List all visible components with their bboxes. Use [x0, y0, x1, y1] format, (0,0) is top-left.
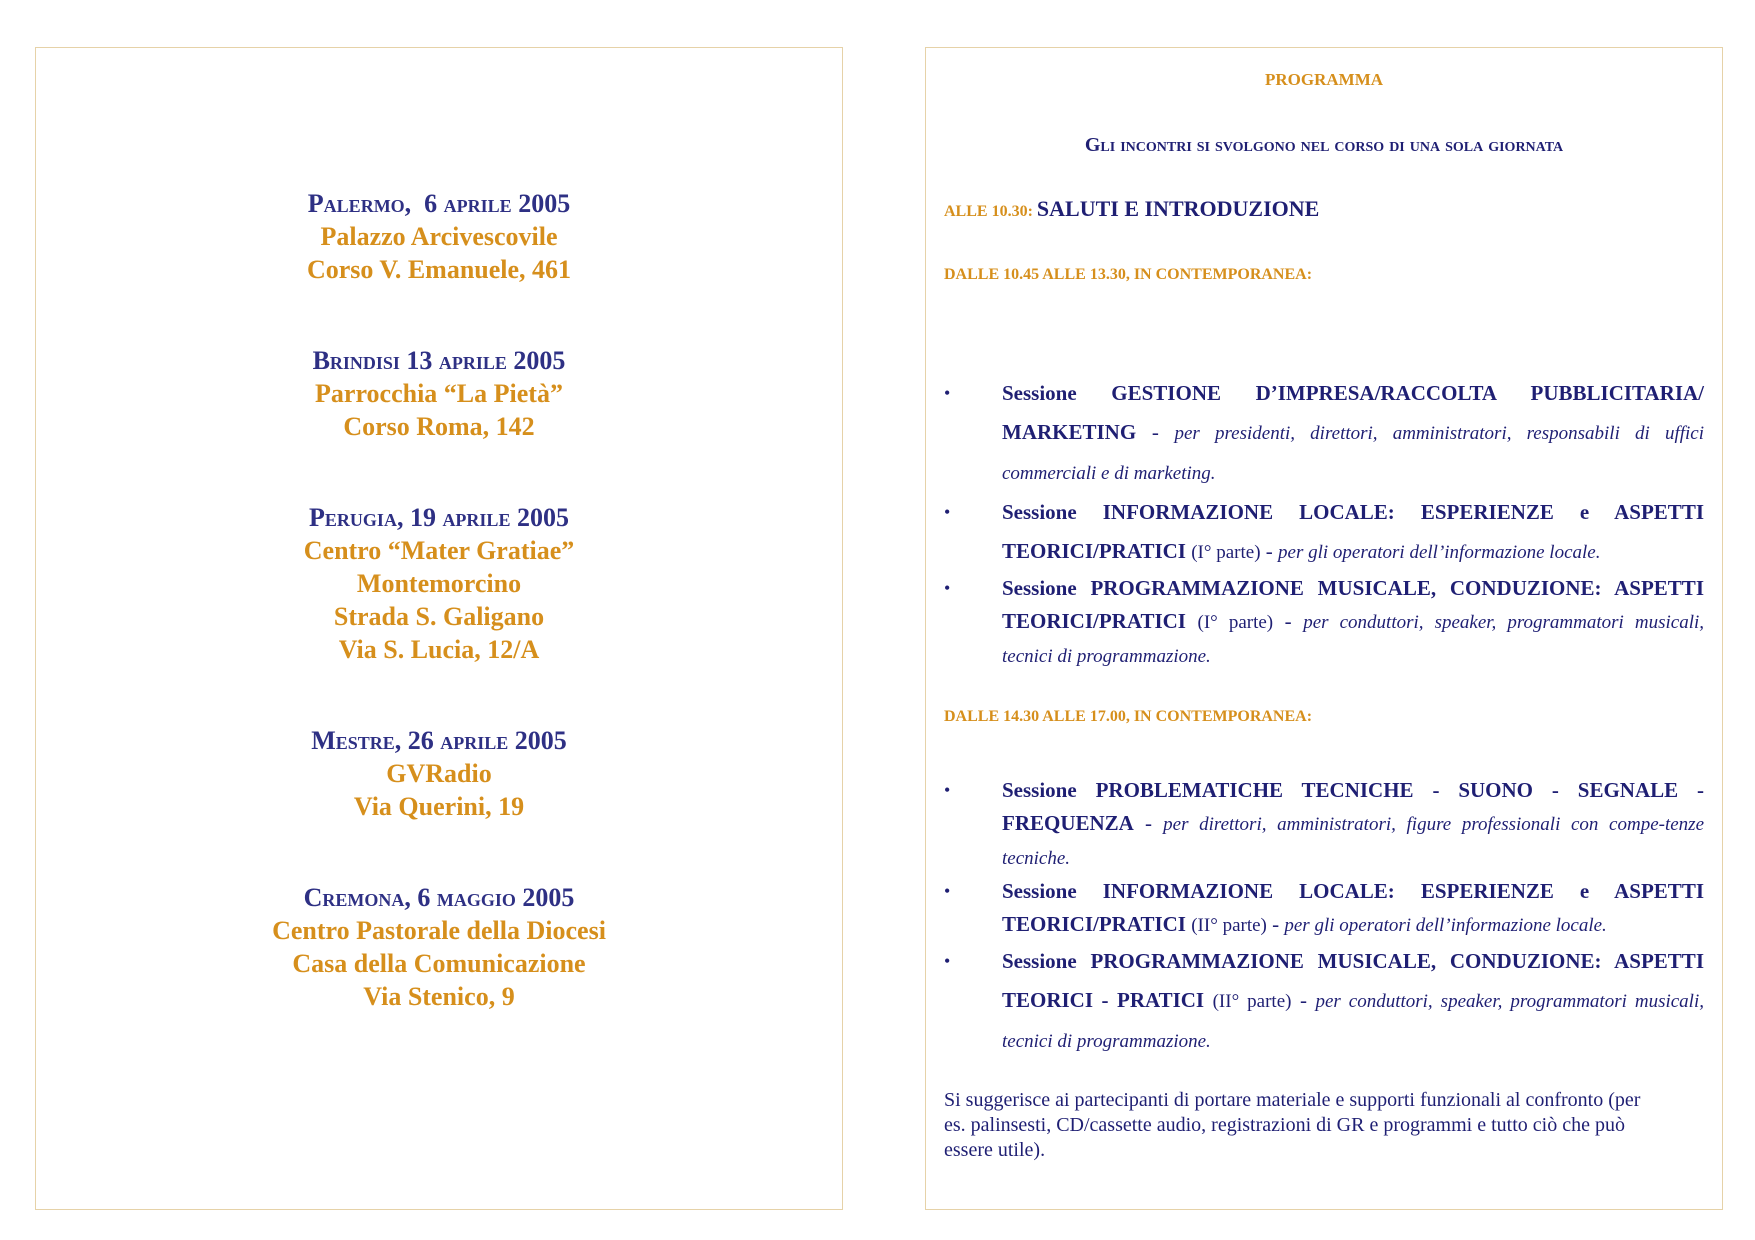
- session-item: [944, 875, 1704, 942]
- session-audience: per gli operatori dell’informazione locale.: [1284, 915, 1607, 936]
- venue-cremona: [36, 881, 842, 1013]
- session-audience: per conduttori, speaker, programmatori musicali, tecnici di programmazione.: [1002, 991, 1704, 1052]
- afternoon-session-list: [944, 774, 1704, 1061]
- venue-address-line: Via S. Lucia, 12/A: [338, 635, 540, 664]
- session-title: PROGRAMMAZIONE MUSICALE, CONDUZIONE: ASPETTI TEORICI - PRATICI: [1002, 949, 1704, 1012]
- session-item: [944, 572, 1704, 673]
- venue-address-line: Corso Roma, 142: [343, 412, 535, 441]
- session-dash: -: [1266, 912, 1285, 936]
- session-item: [944, 374, 1704, 493]
- venue-address-line: Casa della Comunicazione: [292, 949, 586, 978]
- session-title: INFORMAZIONE LOCALE: ESPERIENZE e ASPETTI TEORICI/PRATICI: [1002, 879, 1704, 936]
- time-slot-afternoon: [944, 708, 1312, 726]
- bullet-icon: •: [944, 578, 951, 598]
- session-part: (I° parte): [1191, 542, 1261, 563]
- bullet-icon: •: [944, 951, 951, 971]
- morning-session-list: [944, 374, 1704, 673]
- venue-address-line: Palazzo Arcivescovile: [320, 222, 558, 251]
- venue-address-line: GVRadio: [386, 759, 492, 788]
- venue-address-line: Montemorcino: [356, 569, 522, 598]
- session-title: PROGRAMMAZIONE MUSICALE, CONDUZIONE: ASPETTI TEORICI/PRATICI: [1002, 576, 1704, 633]
- bullet-icon: •: [944, 881, 951, 901]
- session-label: Sessione: [1002, 500, 1077, 524]
- venue-perugia: [36, 501, 842, 666]
- venue-date: Cremona, 6 maggio 2005: [303, 883, 575, 912]
- venue-date: Perugia, 19 aprile 2005: [309, 503, 569, 532]
- session-label: Sessione: [1002, 381, 1077, 405]
- venue-address-line: Parrocchia “La Pietà”: [315, 379, 563, 408]
- venue-address-line: Centro “Mater Gratiae”: [303, 536, 575, 565]
- venue-palermo: [36, 187, 842, 286]
- session-label: Sessione: [1002, 576, 1077, 600]
- slot-time: DALLE 14.30 ALLE 17.00, IN CONTEMPORANEA:: [944, 708, 1313, 725]
- venue-address-line: Via Querini, 19: [353, 792, 525, 821]
- venue-address-line: Via Stenico, 9: [363, 982, 515, 1011]
- programme-panel: [925, 47, 1723, 1210]
- participants-note: Si suggerisce ai partecipanti di portare materiale e supporti funzionali al confronto (per es. palinsesti, CD/cassette audio, registrazioni di GR e programmi e tutto ciò che può essere utile).: [944, 1089, 1641, 1161]
- slot-time: DALLE 10.45 ALLE 13.30, IN CONTEMPORANEA:: [944, 266, 1313, 283]
- session-dash: -: [1145, 811, 1164, 835]
- time-slot-morning: [944, 266, 1312, 284]
- session-title: GESTIONE D’IMPRESA/RACCOLTA PUBBLICITARIA/ MARKETING: [1002, 381, 1705, 444]
- session-title: INFORMAZIONE LOCALE: ESPERIENZE e ASPETTI TEORICI/PRATICI: [1002, 500, 1704, 563]
- session-audience: per direttori, amministratori, figure professionali con compe-tenze tecniche.: [1002, 814, 1705, 869]
- venue-mestre: [36, 724, 842, 823]
- bullet-icon: •: [944, 780, 951, 800]
- session-audience: per gli operatori dell’informazione locale.: [1278, 542, 1601, 563]
- venue-address-line: Strada S. Galigano: [333, 602, 545, 631]
- session-label: Sessione: [1002, 949, 1077, 973]
- venue-brindisi: [36, 344, 842, 443]
- session-audience: per conduttori, speaker, programmatori musicali, tecnici di programmazione.: [1002, 612, 1704, 667]
- session-part: (I° parte): [1197, 612, 1274, 633]
- venue-list: [36, 187, 842, 1071]
- venues-panel: [35, 47, 843, 1210]
- session-label: Sessione: [1002, 879, 1077, 903]
- session-dash: -: [1260, 539, 1279, 563]
- venue-date: Brindisi 13 aprile 2005: [312, 346, 566, 375]
- programme-subtitle: Gli incontri si svolgono nel corso di una sola giornata: [1084, 134, 1564, 156]
- session-part: (II° parte): [1212, 991, 1292, 1012]
- session-item: [944, 493, 1704, 572]
- session-item: [944, 942, 1704, 1061]
- venue-date: Palermo, 6 aprile 2005: [307, 189, 571, 218]
- bullet-icon: •: [944, 383, 951, 403]
- bullet-icon: •: [944, 502, 951, 522]
- session-title: PROBLEMATICHE TECNICHE - SUONO - SEGNALE - FREQUENZA: [1002, 778, 1704, 835]
- venue-date: Mestre, 26 aprile 2005: [311, 726, 567, 755]
- session-dash: -: [1291, 988, 1316, 1012]
- time-slot-1030: [944, 196, 1319, 222]
- session-part: (II° parte): [1191, 915, 1267, 936]
- session-dash: -: [1273, 609, 1304, 633]
- session-item: [944, 774, 1704, 875]
- slot-title: SALUTI E INTRODUZIONE: [1036, 196, 1320, 221]
- venue-address-line: Corso V. Emanuele, 461: [306, 255, 572, 284]
- programme-title: PROGRAMMA: [1264, 70, 1384, 89]
- session-audience: per presidenti, direttori, amministratori, responsabili di uffici commerciali e di marketing.: [1002, 423, 1705, 484]
- slot-time: ALLE 10.30:: [944, 203, 1033, 220]
- venue-address-line: Centro Pastorale della Diocesi: [272, 916, 606, 945]
- session-label: Sessione: [1002, 778, 1077, 802]
- session-dash: -: [1151, 420, 1175, 444]
